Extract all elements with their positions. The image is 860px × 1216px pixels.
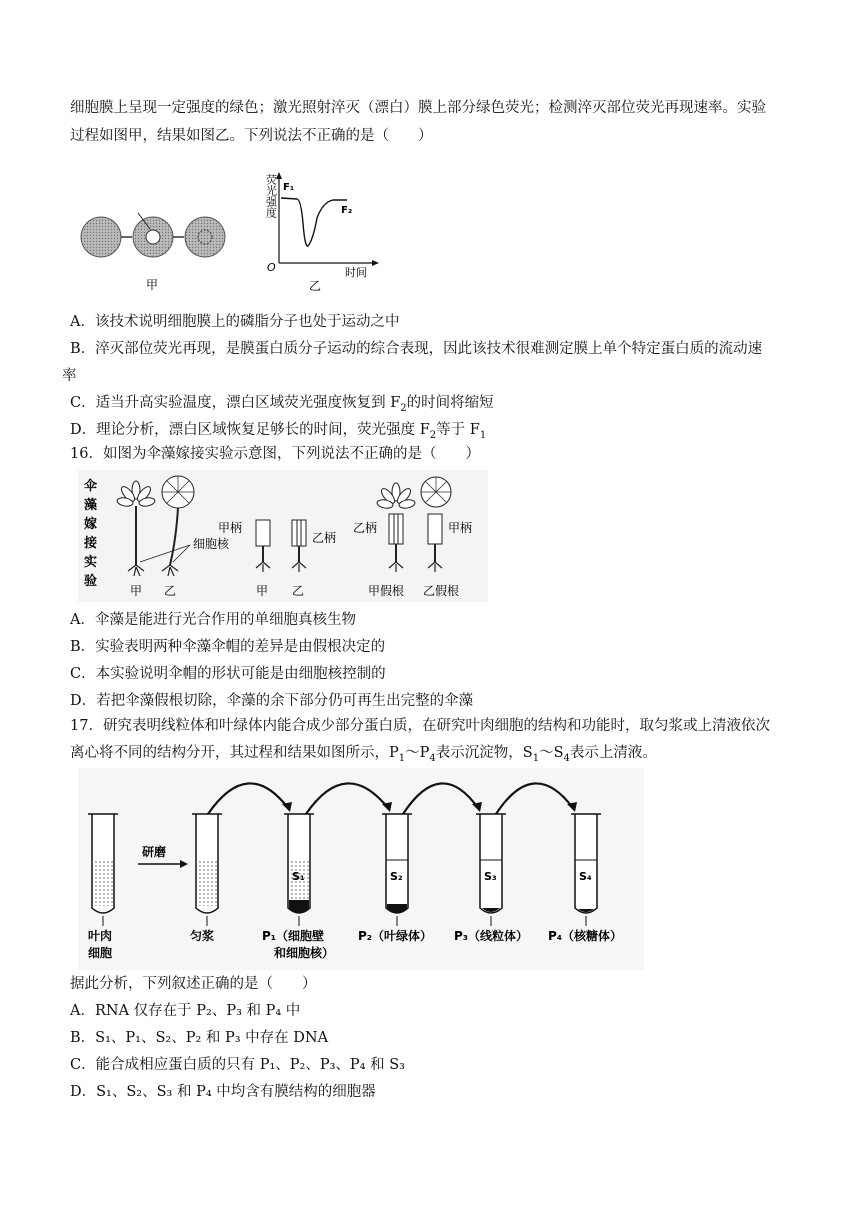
svg-text:匀浆: 匀浆 [190,929,215,943]
q17-option-b: B．S₁、P₁、S₂、P₂ 和 P₃ 中存在 DNA [70,1030,329,1046]
q16-option-b: B．实验表明两种伞藻伞帽的差异是由假根决定的 [70,639,386,655]
svg-text:嫁: 嫁 [84,517,98,532]
figure-yi-graph [255,168,390,293]
y-axis-label: 荧光强度 [264,174,278,218]
svg-text:和细胞核）: 和细胞核） [274,946,335,960]
origin-label: O [267,261,276,274]
svg-text:研磨: 研磨 [142,845,167,859]
svg-text:验: 验 [84,574,98,589]
q15-stem-line1: 细胞膜上呈现一定强度的绿色；激光照射淬灭（漂白）膜上部分绿色荧光；检测淬灭部位荧光再现速率。实验 [70,100,766,116]
svg-text:甲假根: 甲假根 [368,584,405,598]
svg-text:伞: 伞 [84,479,98,494]
svg-text:乙柄: 乙柄 [353,521,378,535]
svg-text:接: 接 [84,536,98,551]
svg-text:细胞: 细胞 [88,946,113,960]
q17-option-d: D．S₁、S₂、S₃ 和 P₄ 中均含有膜结构的细胞器 [70,1084,376,1100]
svg-text:P₁（细胞壁: P₁（细胞壁 [262,929,325,943]
svg-text:乙假根: 乙假根 [423,584,460,598]
f2-label: F₂ [341,205,353,216]
svg-text:细胞核: 细胞核 [193,537,230,551]
svg-text:乙: 乙 [164,584,177,598]
figure-centrifugation [78,768,644,970]
q16-option-c: C．本实验说明伞帽的形状可能是由细胞核控制的 [70,666,386,682]
q17-stem-line1: 17．研究表明线粒体和叶绿体内能合成少部分蛋白质，在研究叶肉细胞的结构和功能时，取匀浆或上清液依次 [70,718,770,734]
f1-label: F₁ [283,182,295,193]
q16-stem: 16．如图为伞藻嫁接实验示意图，下列说法不正确的是（ ） [70,446,480,462]
q15-option-b-line1: B．淬灭部位荧光再现，是膜蛋白质分子运动的综合表现，因此该技术很难测定膜上单个特定蛋白质的流动速 [70,341,763,357]
svg-text:藻: 藻 [84,498,98,513]
svg-text:甲: 甲 [256,584,269,598]
q15-option-c: C．适当升高实验温度，漂白区域荧光强度恢复到 $F_2$的时间将缩短 [70,395,494,414]
figure-jia-label: 甲 [145,278,159,292]
q17-ask: 据此分析，下列叙述正确的是（ ） [70,976,317,992]
q17-option-a: A．RNA 仅存在于 P₂、P₃ 和 P₄ 中 [70,1003,301,1019]
q15-stem-line2: 过程如图甲，结果如图乙。下列说法不正确的是（ ） [70,128,433,144]
svg-text:S₃: S₃ [484,870,497,883]
figure-umbrella-algae [78,470,488,602]
q15-option-a: A．该技术说明细胞膜上的磷脂分子也处于运动之中 [70,314,400,330]
q17-option-c: C．能合成相应蛋白质的只有 P₁、P₂、P₃、P₄ 和 S₃ [70,1057,405,1073]
q17-stem-line2: 离心将不同的结构分开，其过程和结果如图所示，$P_1\sim P_4$表示沉淀物，$S_1\sim S_4$表示上清液。 [70,745,657,764]
svg-text:叶肉: 叶肉 [88,929,113,943]
svg-text:S₁: S₁ [292,870,305,883]
q16-option-d: D．若把伞藻假根切除，伞藻的余下部分仍可再生出完整的伞藻 [70,693,474,709]
svg-text:P₂（叶绿体）: P₂（叶绿体） [358,929,433,943]
figure-yi-label: 乙 [308,279,322,293]
svg-text:乙: 乙 [292,584,305,598]
svg-text:甲: 甲 [130,584,143,598]
svg-text:甲柄: 甲柄 [218,521,243,535]
svg-text:乙柄: 乙柄 [312,531,337,545]
svg-text:P₃（线粒体）: P₃（线粒体） [454,929,529,943]
x-axis-label: 时间 [345,266,367,279]
figure-jia [80,195,230,295]
q15-option-d: D．理论分析，漂白区域恢复足够长的时间，荧光强度 $F_2$等于 $F_1$ [70,422,487,441]
svg-text:S₄: S₄ [579,870,592,883]
fluorescence-curve [281,198,347,246]
q15-option-b-line2: 率 [62,368,77,384]
q16-option-a: A．伞藻是能进行光合作用的单细胞真核生物 [70,612,356,628]
svg-text:P₄（核糖体）: P₄（核糖体） [548,929,623,943]
svg-text:实: 实 [84,555,98,570]
svg-text:甲柄: 甲柄 [448,521,473,535]
svg-text:S₂: S₂ [390,870,403,883]
